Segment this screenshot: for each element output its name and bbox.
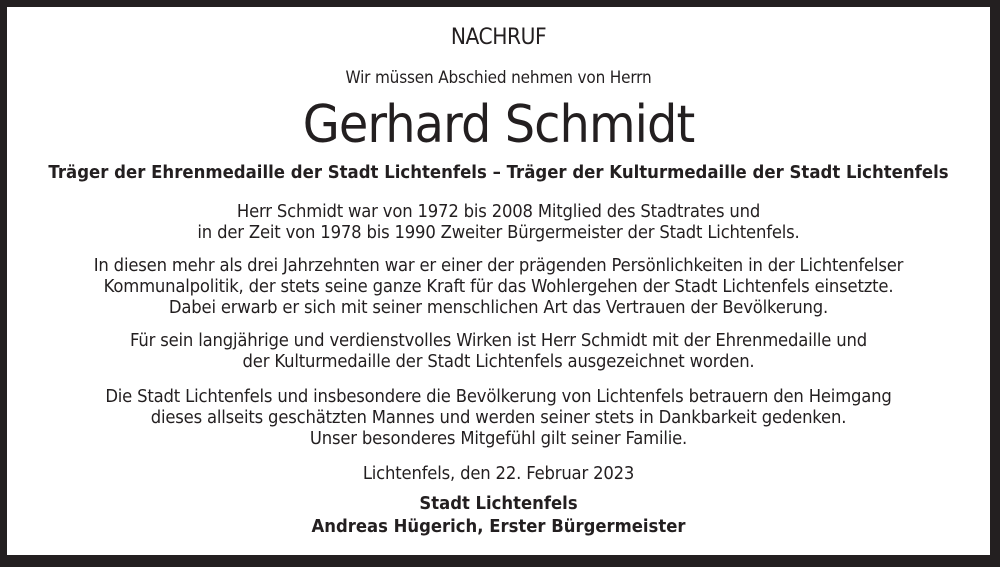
paragraph-line: in der Zeit von 1978 bis 1990 Zweiter Bürgermeister der Stadt Lichtenfels. <box>197 223 800 243</box>
paragraph-line: der Kulturmedaille der Stadt Lichtenfels ausgezeichnet worden. <box>242 352 755 372</box>
paragraph-line: Für sein langjährige und verdienstvolles Wirken ist Herr Schmidt mit der Ehrenmedaille und <box>130 331 867 351</box>
paragraph-line: Herr Schmidt war von 1972 bis 2008 Mitglied des Stadtrates und <box>236 202 761 222</box>
paragraph-legacy <box>36 256 960 319</box>
signature-organization: Stadt Lichtenfels <box>419 494 578 514</box>
intro-line: Wir müssen Abschied nehmen von Herrn <box>345 68 652 88</box>
deceased-name: Gerhard Schmidt <box>302 95 695 155</box>
obituary-notice <box>7 7 990 555</box>
paragraph-line: Kommunalpolitik, der stets seine ganze Kraft für das Wohlergehen der Stadt Lichtenfels einsetzte. <box>103 277 894 297</box>
signature-signer: Andreas Hügerich, Erster Bürgermeister <box>311 517 686 537</box>
paragraph-line: Die Stadt Lichtenfels und insbesondere die Bevölkerung von Lichtenfels betrauern den Heimgang <box>105 387 892 407</box>
place-date: Lichtenfels, den 22. Februar 2023 <box>362 464 635 484</box>
paragraph-line: Unser besonderes Mitgefühl gilt seiner Familie. <box>309 429 688 449</box>
paragraph-condolence <box>36 387 960 450</box>
notice-heading: NACHRUF <box>450 25 547 50</box>
paragraph-line: In diesen mehr als drei Jahrzehnten war er einer der prägenden Persönlichkeiten in der Lichtenfelser <box>93 256 904 276</box>
paragraph-awards <box>36 331 960 373</box>
paragraph-line: Dabei erwarb er sich mit seiner menschlichen Art das Vertrauen der Bevölkerung. <box>168 298 829 318</box>
honors-line: Träger der Ehrenmedaille der Stadt Lichtenfels – Träger der Kulturmedaille der Stadt Lichtenfels <box>48 163 949 183</box>
paragraph-line: dieses allseits geschätzten Mannes und werden seiner stets in Dankbarkeit gedenken. <box>150 408 847 428</box>
paragraph-career <box>36 202 960 244</box>
